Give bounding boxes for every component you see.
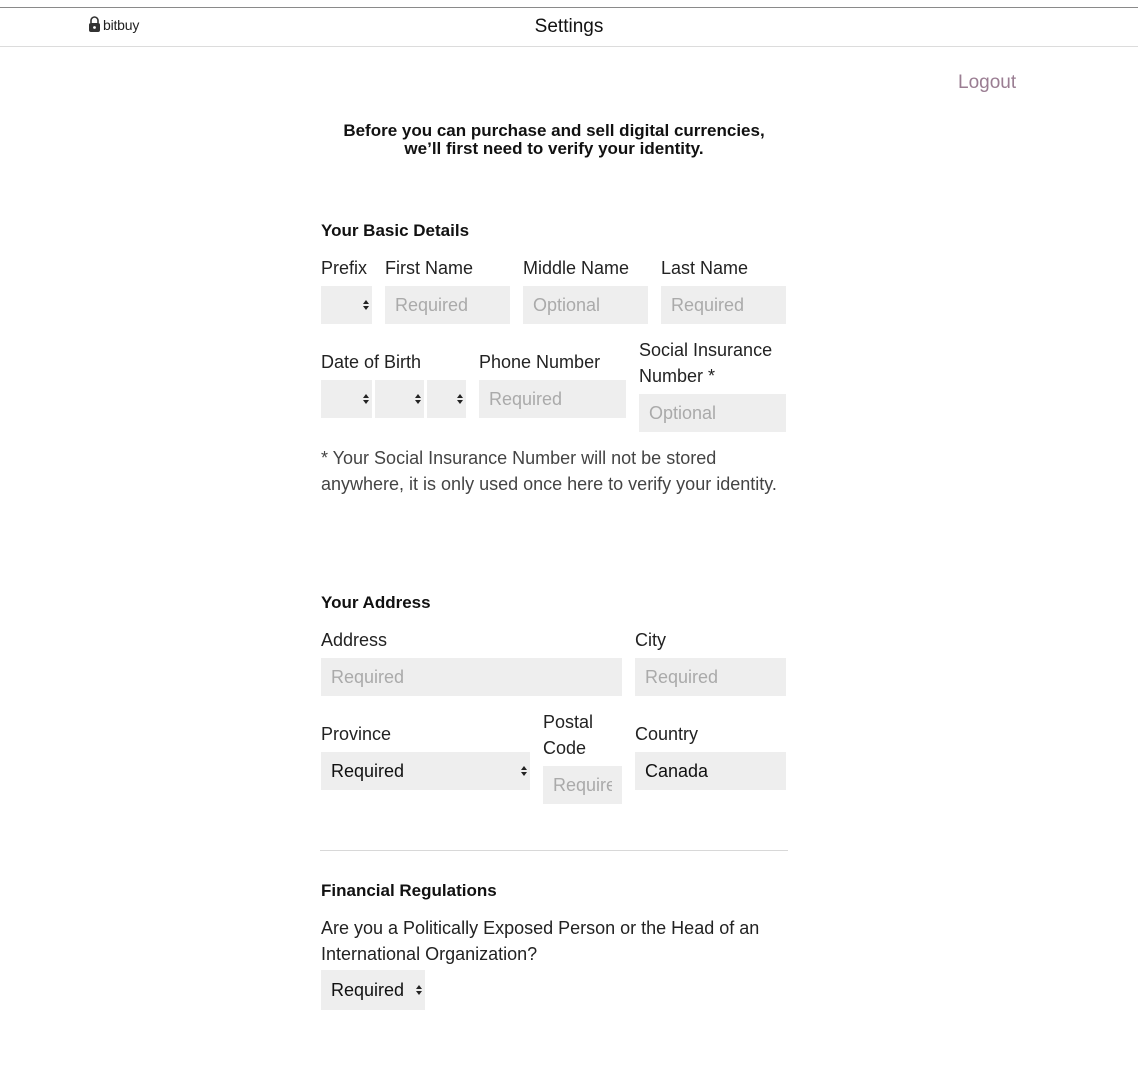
select-arrows-icon xyxy=(363,393,369,405)
address-title: Your Address xyxy=(321,593,431,612)
section-divider xyxy=(320,850,788,851)
province-select[interactable] xyxy=(321,752,530,790)
prefix-select[interactable] xyxy=(321,286,372,324)
dob-day-select[interactable] xyxy=(321,380,372,418)
select-arrows-icon xyxy=(415,393,421,405)
first-name-input[interactable] xyxy=(385,286,510,324)
logout-link[interactable]: Logout xyxy=(958,72,1017,93)
first-name-label: First Name xyxy=(385,258,474,278)
address-input[interactable] xyxy=(321,658,622,696)
intro-line-2: we’ll first need to verify your identity. xyxy=(404,139,704,158)
country-label: Country xyxy=(635,724,699,744)
intro-text xyxy=(300,122,808,158)
postal-code-input[interactable] xyxy=(543,766,622,804)
city-input[interactable] xyxy=(635,658,786,696)
postal-label-line-2: Code xyxy=(543,738,587,758)
last-name-input[interactable] xyxy=(661,286,786,324)
prefix-label: Prefix xyxy=(321,258,368,278)
sin-label-line-2: Number * xyxy=(639,366,716,386)
select-arrows-icon xyxy=(363,299,369,311)
sin-input[interactable] xyxy=(639,394,786,432)
province-select-value: Required xyxy=(331,761,405,781)
middle-name-label: Middle Name xyxy=(523,258,630,278)
sin-label-line-1: Social Insurance xyxy=(639,340,773,360)
pep-select[interactable] xyxy=(321,970,425,1010)
select-arrows-icon xyxy=(521,765,527,777)
basic-details-title: Your Basic Details xyxy=(321,221,470,240)
province-label: Province xyxy=(321,724,392,744)
phone-input[interactable] xyxy=(479,380,626,418)
financial-regulations-title: Financial Regulations xyxy=(321,881,497,900)
pep-select-value: Required xyxy=(331,980,405,1000)
pep-question: Are you a Politically Exposed Person or the Head of an International Organization? xyxy=(321,918,760,964)
sin-note: * Your Social Insurance Number will not be stored anywhere, it is only used once here to verify your identity. xyxy=(321,448,777,494)
middle-name-input[interactable] xyxy=(523,286,648,324)
address-label: Address xyxy=(321,630,388,650)
city-label: City xyxy=(635,630,666,650)
phone-label: Phone Number xyxy=(479,352,601,372)
country-input[interactable] xyxy=(635,752,786,790)
page-title: Settings xyxy=(534,16,604,37)
sin-label xyxy=(639,337,789,389)
last-name-label: Last Name xyxy=(661,258,749,278)
dob-label: Date of Birth xyxy=(321,352,422,372)
postal-label-line-1: Postal xyxy=(543,712,594,732)
header-bar xyxy=(0,8,1138,47)
select-arrows-icon xyxy=(457,393,463,405)
select-arrows-icon xyxy=(416,984,422,996)
postal-code-label xyxy=(543,709,593,761)
dob-month-select[interactable] xyxy=(375,380,424,418)
logo-text: bitbuy xyxy=(103,16,140,33)
intro-line-1: Before you can purchase and sell digital currencies, xyxy=(343,121,765,140)
dob-year-select[interactable] xyxy=(427,380,466,418)
